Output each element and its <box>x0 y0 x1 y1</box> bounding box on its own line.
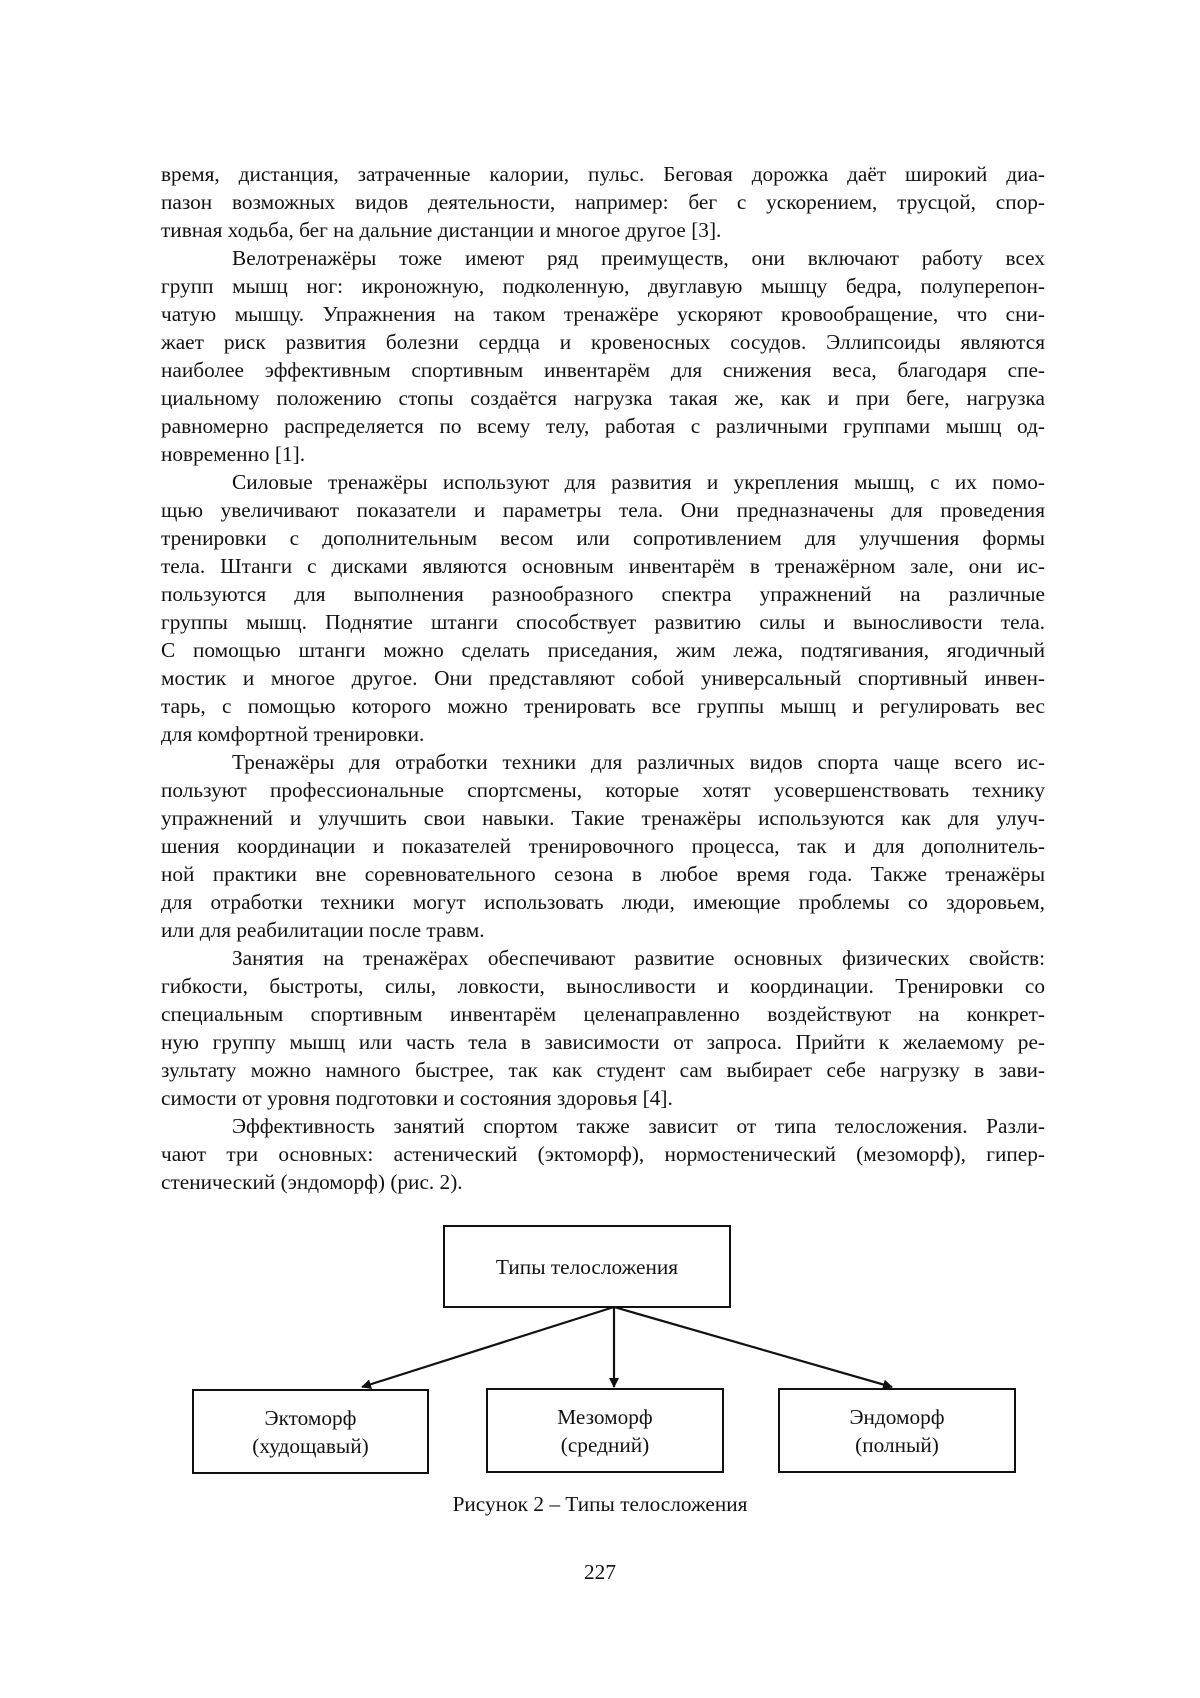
ectomorph-description: (худощавый) <box>252 1433 369 1458</box>
root-box-body-types <box>443 1225 731 1308</box>
text-line: время, дистанция, затраченные калории, пульс. Беговая дорожка даёт широкий диа- <box>161 162 1045 186</box>
text-line: или для реабилитации после травм. <box>161 918 485 942</box>
text-line: групп мышц ног: икроножную, подколенную, двуглавую мышцу бедра, полуперепон- <box>161 274 1045 298</box>
text-line: щью увеличивают показатели и параметры тела. Они предназначены для проведения <box>161 498 1045 522</box>
text-line: чатую мышцу. Упражнения на таком тренажёре ускоряют кровообращение, что сни- <box>161 302 1045 326</box>
text-line: для отработки техники могут использовать люди, имеющие проблемы со здоровьем, <box>161 890 1045 914</box>
text-line: циальному положению стопы создаётся нагрузка такая же, как и при беге, нагрузка <box>161 386 1045 410</box>
text-line: С помощью штанги можно сделать приседания, жим лежа, подтягивания, ягодичный <box>161 638 1045 662</box>
text-line: тарь, с помощью которого можно тренировать все группы мышц и регулировать вес <box>161 694 1045 718</box>
text-line: специальным спортивным инвентарём целенаправленно воздействуют на конкрет- <box>161 1002 1045 1026</box>
child-box-ectomorph <box>192 1389 429 1474</box>
mesomorph-label: Мезоморф <box>557 1404 653 1429</box>
text-line: Велотренажёры тоже имеют ряд преимуществ, они включают работу всех <box>232 246 1045 270</box>
child-box-mesomorph <box>486 1388 724 1473</box>
ectomorph-label: Эктоморф <box>264 1405 357 1430</box>
text-line: чают три основных: астенический (эктоморф), нормостенический (мезоморф), гипер- <box>161 1142 1045 1166</box>
text-line: упражнений и улучшить свои навыки. Такие тренажёры используются как для улуч- <box>161 806 1045 830</box>
figure-caption: Рисунок 2 – Типы телосложения <box>452 1492 748 1516</box>
text-line: ную группу мышц или часть тела в зависимости от запроса. Прийти к желаемому ре- <box>161 1030 1045 1054</box>
root-box-label: Типы телосложения <box>495 1254 679 1279</box>
text-line: тела. Штанги с дисками являются основным инвентарём в тренажёрном зале, они ис- <box>161 554 1045 578</box>
endomorph-description: (полный) <box>855 1432 939 1457</box>
text-line: шения координации и показателей тренировочного процесса, так и для дополнитель- <box>161 834 1045 858</box>
text-line: тивная ходьба, бег на дальние дистанции и многое другое [3]. <box>161 218 722 242</box>
text-line: наиболее эффективным спортивным инвентарём для снижения веса, благодаря спе- <box>161 358 1045 382</box>
endomorph-label: Эндоморф <box>849 1404 945 1429</box>
text-line: мостик и многое другое. Они представляют собой универсальный спортивный инвен- <box>161 666 1045 690</box>
page-number: 227 <box>584 1560 616 1584</box>
text-line: Эффективность занятий спортом также зависит от типа телосложения. Разли- <box>232 1114 1045 1138</box>
text-line: гибкости, быстроты, силы, ловкости, выносливости и координации. Тренировки со <box>161 974 1045 998</box>
text-line: пользуются для выполнения разнообразного спектра упражнений на различные <box>161 582 1045 606</box>
text-line: Тренажёры для отработки техники для различных видов спорта чаще всего ис- <box>232 750 1045 774</box>
mesomorph-description: (средний) <box>560 1432 650 1457</box>
text-line: новременно [1]. <box>161 442 306 466</box>
text-line: равномерно распределяется по всему телу, работая с различными группами мышц од- <box>161 414 1045 438</box>
text-line: жает риск развития болезни сердца и кровеносных сосудов. Эллипсоиды являются <box>161 330 1045 354</box>
text-line: для комфортной тренировки. <box>161 722 425 746</box>
text-line: Занятия на тренажёрах обеспечивают развитие основных физических свойств: <box>232 946 1045 970</box>
text-line: ной практики вне соревновательного сезона в любое время года. Также тренажёры <box>161 862 1045 886</box>
text-line: пользуют профессиональные спортсмены, которые хотят усовершенствовать технику <box>161 778 1045 802</box>
arrow-to-endomorph <box>614 1307 892 1387</box>
text-line: группы мышц. Поднятие штанги способствует развитию силы и выносливости тела. <box>161 610 1045 634</box>
text-line: пазон возможных видов деятельности, например: бег с ускорением, трусцой, спор- <box>161 190 1045 214</box>
child-box-endomorph <box>778 1388 1016 1473</box>
text-line: Силовые тренажёры используют для развития и укрепления мышц, с их помо- <box>232 470 1045 494</box>
text-line: стенический (эндоморф) (рис. 2). <box>161 1170 463 1194</box>
text-line: зультату можно намного быстрее, так как студент сам выбирает себе нагрузку в зави- <box>161 1058 1045 1082</box>
text-line: симости от уровня подготовки и состояния здоровья [4]. <box>161 1086 673 1110</box>
text-line: тренировки с дополнительным весом или сопротивлением для улучшения формы <box>161 526 1045 550</box>
arrow-to-ectomorph <box>362 1307 614 1387</box>
